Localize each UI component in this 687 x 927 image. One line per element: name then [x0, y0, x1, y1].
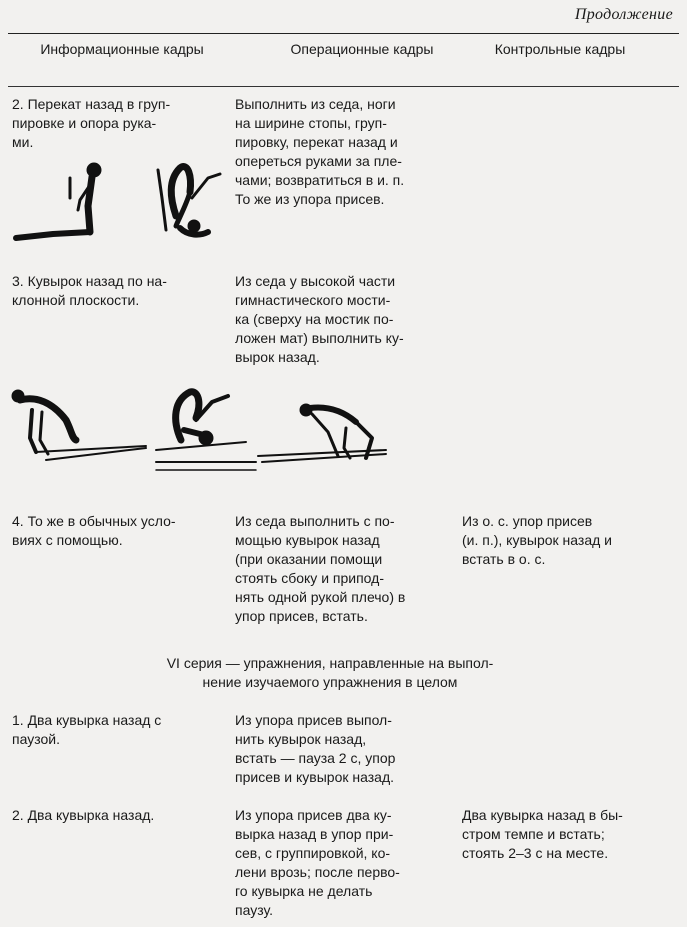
table-header-rule: [8, 86, 679, 87]
series-row-2-control: Два кувырка назад в бы- стром темпе и встать; стоять 2–3 с на месте.: [462, 807, 623, 861]
row-3-info: 3. Кувырок назад по на- клонной плоскости.: [12, 273, 167, 308]
table-top-rule: [8, 33, 679, 34]
inclined-plane-backroll-figure: [6, 380, 416, 485]
row-4-operation: Из седа выполнить с по- мощью кувырок назад (при оказании помощи стоять сбоку и припод- нять одной рукой плечо) в упор присев, встать.: [235, 513, 406, 624]
series-row-2-operation: Из упора присев два ку- вырка назад в упор при- сев, с группировкой, ко- лени врозь; после перво- го кувырка не делать паузу.: [235, 807, 400, 918]
header-control-frames: Контрольные кадры: [494, 41, 626, 57]
header-operation-frames: Операционные кадры: [290, 41, 434, 57]
row-2-info: 2. Перекат назад в груп- пировке и опора рука- ми.: [12, 96, 171, 150]
row-2-operation: Выполнить из седа, ноги на ширине стопы, груп- пировку, перекат назад и опереться руками за пле- чами; возвратиться в и. п. То же из упора присев.: [235, 96, 405, 207]
series-row-2-info: 2. Два кувырка назад.: [12, 807, 155, 823]
continuation-label: Продолжение: [574, 6, 673, 23]
row-4-control: Из о. с. упор присев (и. п.), кувырок назад и встать в о. с.: [462, 513, 612, 567]
series-vi-caption: VI серия — упражнения, направленные на выпол- нение изучаемого упражнения в целом: [166, 655, 494, 690]
row-3-operation: Из седа у высокой части гимнастического мости- ка (сверху на мостик по- ложен мат) выполнить ку- вырок назад.: [235, 273, 404, 365]
series-row-1-info: 1. Два кувырка назад с паузой.: [12, 712, 162, 747]
rollback-tuck-figure: [8, 158, 223, 248]
row-4-info: 4. То же в обычных усло- виях с помощью.: [12, 513, 176, 548]
header-info-frames: Информационные кадры: [40, 41, 204, 57]
series-row-1-operation: Из упора присев выпол- нить кувырок назад, встать — пауза 2 с, упор присев и кувырок назад.: [235, 712, 396, 785]
